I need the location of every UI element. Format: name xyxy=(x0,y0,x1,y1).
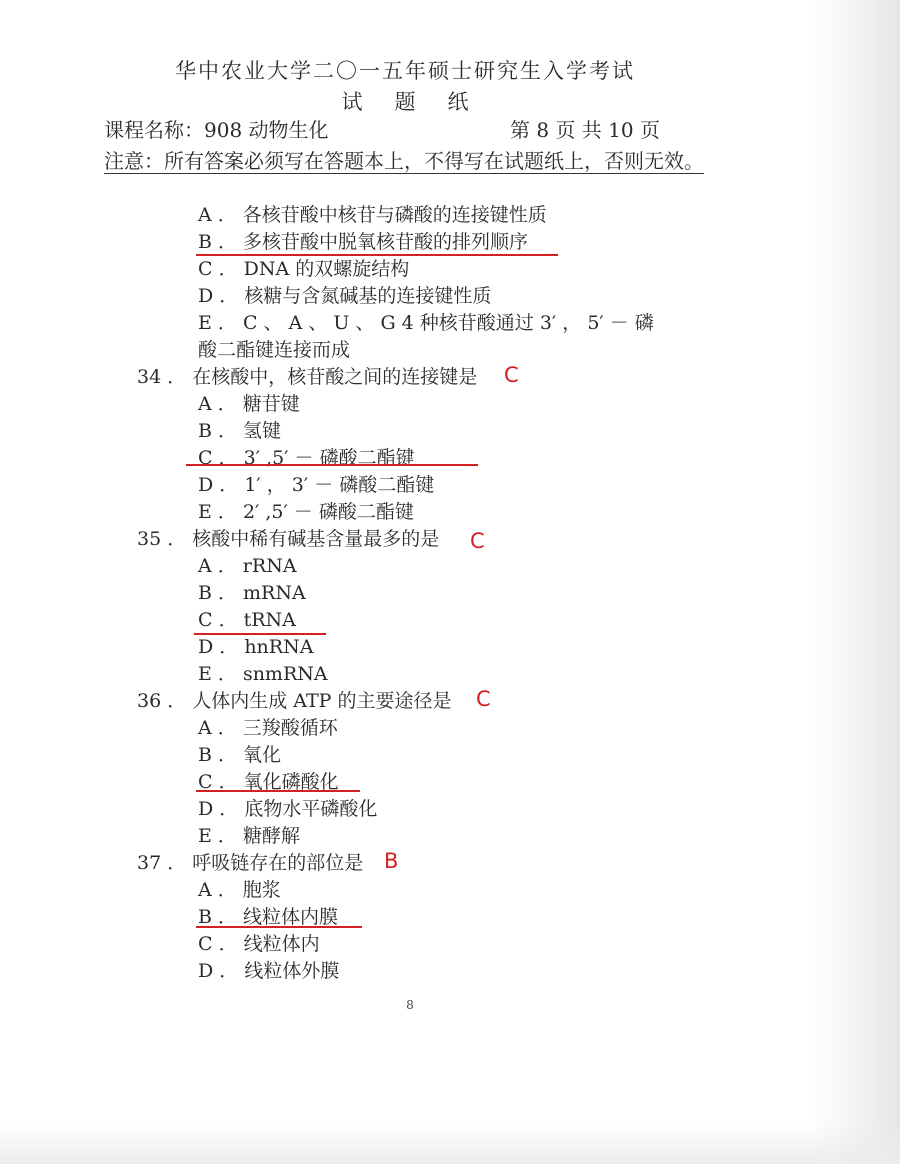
option: B ． 氧化 xyxy=(198,744,282,766)
option: E ． snmRNA xyxy=(198,663,328,685)
handwritten-answer: C xyxy=(504,363,519,387)
question-36: 36 ． 人体内生成 ATP 的主要途径是 xyxy=(137,690,452,712)
question-37: 37 ． 呼吸链存在的部位是 xyxy=(137,852,364,874)
answer-underline xyxy=(186,464,478,466)
option: A ． rRNA xyxy=(198,555,297,577)
page-number: 8 xyxy=(406,998,414,1012)
option: A ． 胞浆 xyxy=(198,879,281,901)
option: C ． 氧化磷酸化 xyxy=(198,771,339,793)
question-35: 35 ． 核酸中稀有碱基含量最多的是 xyxy=(137,528,440,550)
answer-underline xyxy=(196,254,558,256)
question-34: 34 ． 在核酸中，核苷酸之间的连接键是 xyxy=(137,366,478,388)
option: D ． 1′ ， 3′ － 磷酸二酯键 xyxy=(198,474,435,496)
option: D ． 核糖与含氮碱基的连接键性质 xyxy=(198,285,492,307)
option: E ． C 、 A 、 U 、 G 4 种核苷酸通过 3′ ， 5′ － 磷 xyxy=(198,312,654,334)
option: A ． 糖苷键 xyxy=(198,393,300,415)
option: A ． 各核苷酸中核苷与磷酸的连接键性质 xyxy=(198,204,547,226)
option: E ． 2′ ,5′ － 磷酸二酯键 xyxy=(198,501,414,523)
option: C ． tRNA xyxy=(198,609,296,631)
handwritten-answer: C xyxy=(476,687,491,711)
option-continuation: 酸二酯键连接而成 xyxy=(198,339,351,361)
option: C ． DNA 的双螺旋结构 xyxy=(198,258,410,280)
option: E ． 糖酵解 xyxy=(198,825,300,847)
option: D ． 线粒体外膜 xyxy=(198,960,340,982)
answer-underline xyxy=(194,633,326,635)
option: B ． 线粒体内膜 xyxy=(198,906,339,928)
option: A ． 三羧酸循环 xyxy=(198,717,338,739)
option: C ． 3′ ,5′ － 磷酸二酯键 xyxy=(198,447,415,469)
scan-edge-shadow xyxy=(810,0,900,1164)
answer-underline xyxy=(196,926,362,928)
option: B ． 多核苷酸中脱氧核苷酸的排列顺序 xyxy=(198,231,529,253)
exam-title: 华中农业大学二〇一五年硕士研究生入学考试 xyxy=(175,59,635,83)
exam-notice: 注意：所有答案必须写在答题本上，不得写在试题纸上，否则无效。 xyxy=(104,149,704,173)
option: C ． 线粒体内 xyxy=(198,933,320,955)
scan-bottom-shadow xyxy=(0,1124,900,1164)
option: B ． mRNA xyxy=(198,582,306,604)
option: D ． hnRNA xyxy=(198,636,314,658)
exam-subtitle: 试 题 纸 xyxy=(341,90,469,114)
handwritten-answer: C xyxy=(470,529,485,553)
option: B ． 氢键 xyxy=(198,420,282,442)
answer-underline xyxy=(196,790,360,792)
course-name: 课程名称：908 动物生化 xyxy=(104,118,329,142)
page-info: 第 8 页 共 10 页 xyxy=(510,118,660,142)
handwritten-answer: B xyxy=(384,849,399,873)
option: D ． 底物水平磷酸化 xyxy=(198,798,378,820)
